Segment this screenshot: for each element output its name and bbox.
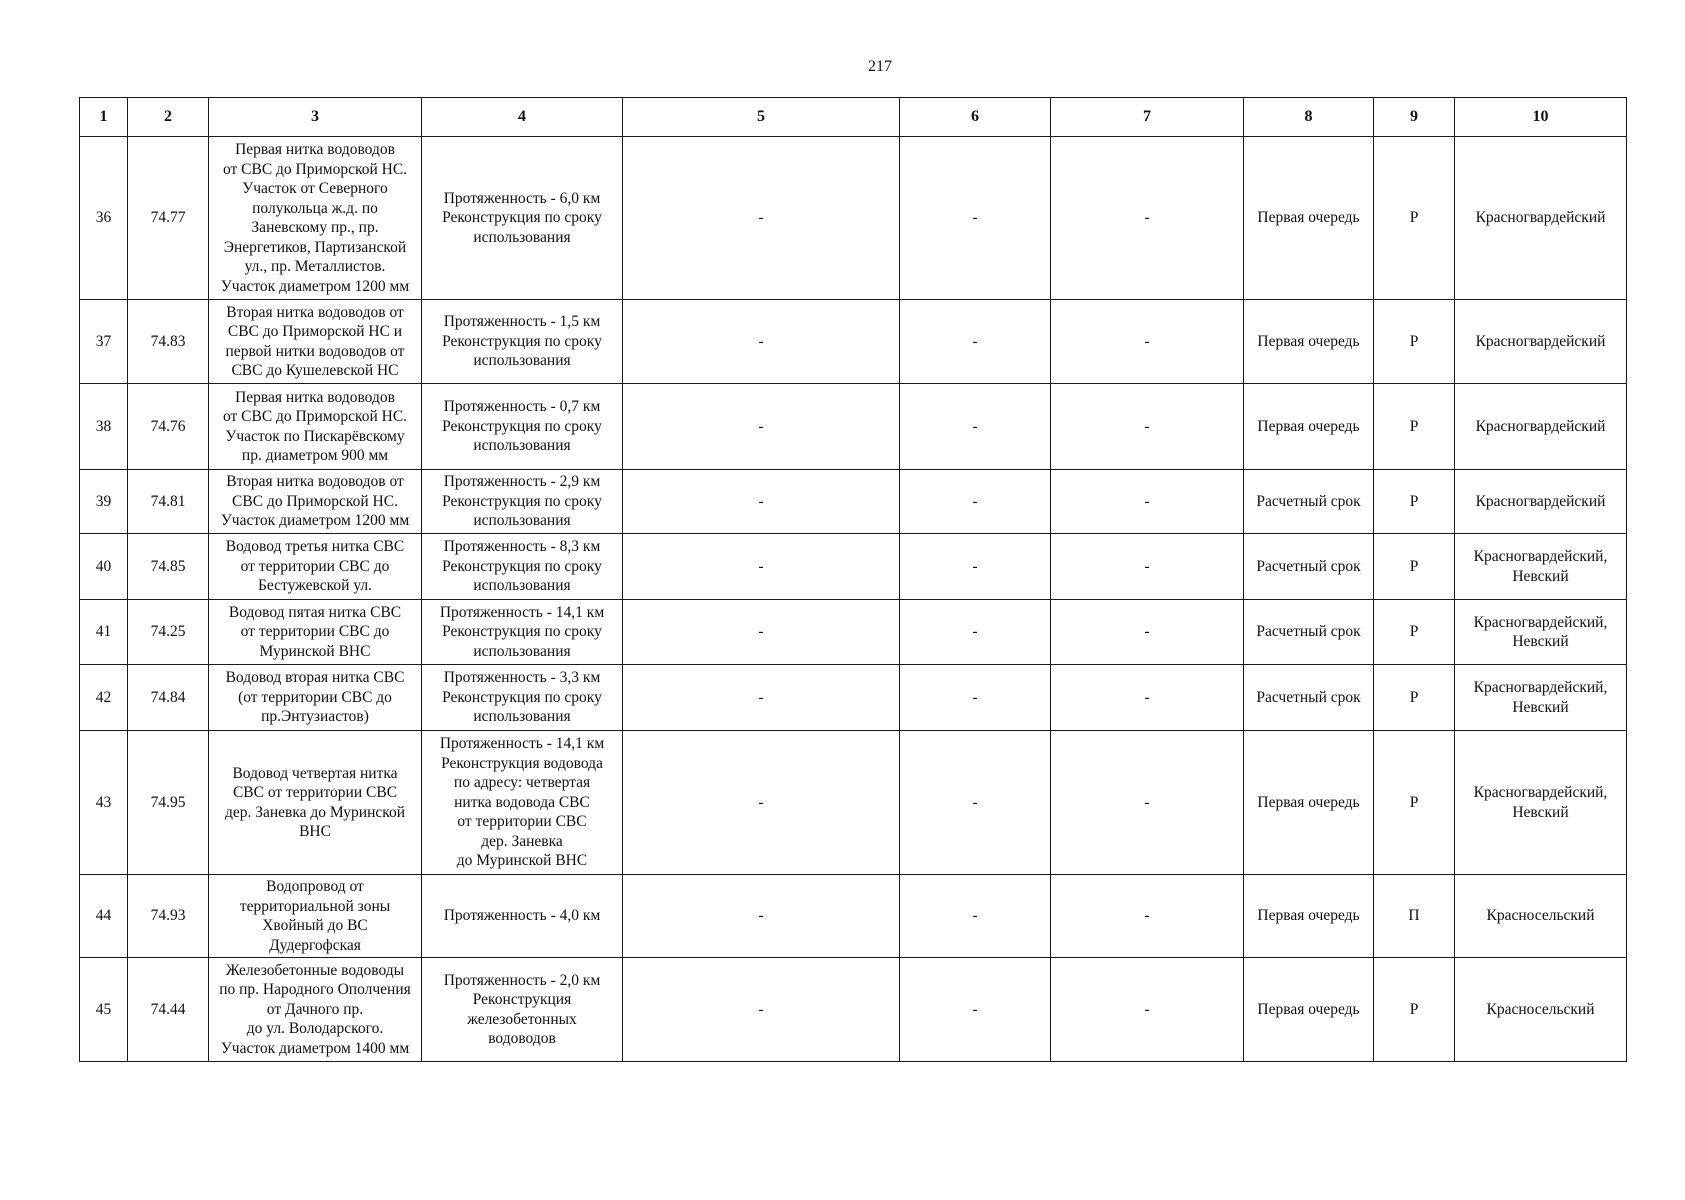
row-number: 40	[80, 534, 128, 600]
cell-col6: -	[900, 534, 1051, 600]
cell-col6: -	[900, 137, 1051, 300]
object-name: Вторая нитка водоводов от СВС до Приморской НС и первой нитки водоводов от СВС до Кушелевской НС	[209, 300, 422, 384]
stage-cell: Расчетный срок	[1244, 534, 1374, 600]
row-number: 45	[80, 958, 128, 1062]
stage-cell: Первая очередь	[1244, 731, 1374, 875]
object-description: Протяженность - 14,1 км Реконструкция по сроку использования	[422, 600, 623, 665]
column-header: 6	[900, 98, 1051, 137]
cell-col5: -	[623, 731, 900, 875]
object-code: 74.44	[128, 958, 209, 1062]
object-description: Протяженность - 2,9 км Реконструкция по сроку использования	[422, 470, 623, 534]
type-cell: Р	[1374, 665, 1455, 731]
district-cell: Красногвардейский, Невский	[1455, 665, 1627, 731]
cell-col7: -	[1051, 470, 1244, 534]
cell-col6: -	[900, 731, 1051, 875]
table-row	[80, 137, 1627, 300]
row-number: 42	[80, 665, 128, 731]
stage-cell: Расчетный срок	[1244, 665, 1374, 731]
column-header: 8	[1244, 98, 1374, 137]
district-cell: Красногвардейский, Невский	[1455, 600, 1627, 665]
object-description: Протяженность - 2,0 км Реконструкция железобетонных водоводов	[422, 958, 623, 1062]
district-cell: Красносельский	[1455, 958, 1627, 1062]
object-name: Вторая нитка водоводов от СВС до Приморской НС. Участок диаметром 1200 мм	[209, 470, 422, 534]
cell-col5: -	[623, 470, 900, 534]
table-row	[80, 470, 1627, 534]
cell-col7: -	[1051, 137, 1244, 300]
cell-col5: -	[623, 958, 900, 1062]
object-description: Протяженность - 1,5 км Реконструкция по сроку использования	[422, 300, 623, 384]
row-number: 38	[80, 384, 128, 470]
object-code: 74.95	[128, 731, 209, 875]
object-name: Водовод вторая нитка СВС (от территории СВС до пр.Энтузиастов)	[209, 665, 422, 731]
cell-col5: -	[623, 600, 900, 665]
header-row	[80, 98, 1627, 137]
column-header: 2	[128, 98, 209, 137]
object-code: 74.93	[128, 875, 209, 958]
cell-col6: -	[900, 384, 1051, 470]
stage-cell: Расчетный срок	[1244, 600, 1374, 665]
cell-col6: -	[900, 665, 1051, 731]
type-cell: Р	[1374, 731, 1455, 875]
row-number: 41	[80, 600, 128, 665]
table-row	[80, 300, 1627, 384]
table-row	[80, 384, 1627, 470]
type-cell: Р	[1374, 137, 1455, 300]
cell-col5: -	[623, 300, 900, 384]
cell-col7: -	[1051, 300, 1244, 384]
object-code: 74.25	[128, 600, 209, 665]
cell-col5: -	[623, 875, 900, 958]
cell-col7: -	[1051, 534, 1244, 600]
cell-col6: -	[900, 300, 1051, 384]
cell-col6: -	[900, 958, 1051, 1062]
stage-cell: Первая очередь	[1244, 958, 1374, 1062]
object-name: Водопровод от территориальной зоны Хвойный до ВС Дудергофская	[209, 875, 422, 958]
object-code: 74.84	[128, 665, 209, 731]
district-cell: Красногвардейский, Невский	[1455, 731, 1627, 875]
row-number: 43	[80, 731, 128, 875]
column-header: 1	[80, 98, 128, 137]
table-row	[80, 875, 1627, 958]
object-description: Протяженность - 6,0 км Реконструкция по сроку использования	[422, 137, 623, 300]
row-number: 36	[80, 137, 128, 300]
table-row	[80, 665, 1627, 731]
object-name: Первая нитка водоводов от СВС до Приморской НС. Участок по Пискарёвскому пр. диаметром 900 мм	[209, 384, 422, 470]
stage-cell: Первая очередь	[1244, 137, 1374, 300]
district-cell: Красногвардейский	[1455, 300, 1627, 384]
district-cell: Красногвардейский	[1455, 137, 1627, 300]
district-cell: Красногвардейский	[1455, 384, 1627, 470]
object-name: Железобетонные водоводы по пр. Народного Ополчения от Дачного пр. до ул. Володарского. Участок диаметром 1400 мм	[209, 958, 422, 1062]
stage-cell: Расчетный срок	[1244, 470, 1374, 534]
stage-cell: Первая очередь	[1244, 300, 1374, 384]
cell-col7: -	[1051, 600, 1244, 665]
stage-cell: Первая очередь	[1244, 875, 1374, 958]
stage-cell: Первая очередь	[1244, 384, 1374, 470]
cell-col6: -	[900, 600, 1051, 665]
cell-col5: -	[623, 534, 900, 600]
object-code: 74.81	[128, 470, 209, 534]
table-row	[80, 731, 1627, 875]
district-cell: Красногвардейский, Невский	[1455, 534, 1627, 600]
type-cell: П	[1374, 875, 1455, 958]
column-header: 7	[1051, 98, 1244, 137]
object-code: 74.85	[128, 534, 209, 600]
column-header: 3	[209, 98, 422, 137]
cell-col7: -	[1051, 875, 1244, 958]
type-cell: Р	[1374, 600, 1455, 665]
column-header: 5	[623, 98, 900, 137]
type-cell: Р	[1374, 958, 1455, 1062]
cell-col7: -	[1051, 731, 1244, 875]
column-header: 4	[422, 98, 623, 137]
object-description: Протяженность - 4,0 км	[422, 875, 623, 958]
cell-col5: -	[623, 137, 900, 300]
cell-col7: -	[1051, 665, 1244, 731]
cell-col7: -	[1051, 384, 1244, 470]
cell-col7: -	[1051, 958, 1244, 1062]
cell-col6: -	[900, 470, 1051, 534]
object-name: Водовод четвертая нитка СВС от территории СВС дер. Заневка до Муринской ВНС	[209, 731, 422, 875]
data-table	[79, 97, 1627, 1062]
type-cell: Р	[1374, 384, 1455, 470]
row-number: 37	[80, 300, 128, 384]
row-number: 39	[80, 470, 128, 534]
page-number: 217	[868, 58, 892, 75]
type-cell: Р	[1374, 470, 1455, 534]
cell-col5: -	[623, 665, 900, 731]
object-code: 74.76	[128, 384, 209, 470]
object-name: Водовод третья нитка СВС от территории СВС до Бестужевской ул.	[209, 534, 422, 600]
type-cell: Р	[1374, 300, 1455, 384]
object-description: Протяженность - 14,1 км Реконструкция водовода по адресу: четвертая нитка водовода СВС от территории СВС дер. Заневка до Муринской ВНС	[422, 731, 623, 875]
type-cell: Р	[1374, 534, 1455, 600]
table-row	[80, 958, 1627, 1062]
district-cell: Красносельский	[1455, 875, 1627, 958]
column-header: 10	[1455, 98, 1627, 137]
object-code: 74.83	[128, 300, 209, 384]
object-name: Первая нитка водоводов от СВС до Приморской НС. Участок от Северного полукольца ж.д. по Заневскому пр., пр. Энергетиков, Партизанской ул., пр. Металлистов. Участок диаметром 1200 мм	[209, 137, 422, 300]
object-name: Водовод пятая нитка СВС от территории СВС до Муринской ВНС	[209, 600, 422, 665]
object-code: 74.77	[128, 137, 209, 300]
object-description: Протяженность - 0,7 км Реконструкция по сроку использования	[422, 384, 623, 470]
district-cell: Красногвардейский	[1455, 470, 1627, 534]
object-description: Протяженность - 8,3 км Реконструкция по сроку использования	[422, 534, 623, 600]
cell-col6: -	[900, 875, 1051, 958]
table-row	[80, 534, 1627, 600]
table-row	[80, 600, 1627, 665]
column-header: 9	[1374, 98, 1455, 137]
object-description: Протяженность - 3,3 км Реконструкция по сроку использования	[422, 665, 623, 731]
cell-col5: -	[623, 384, 900, 470]
row-number: 44	[80, 875, 128, 958]
